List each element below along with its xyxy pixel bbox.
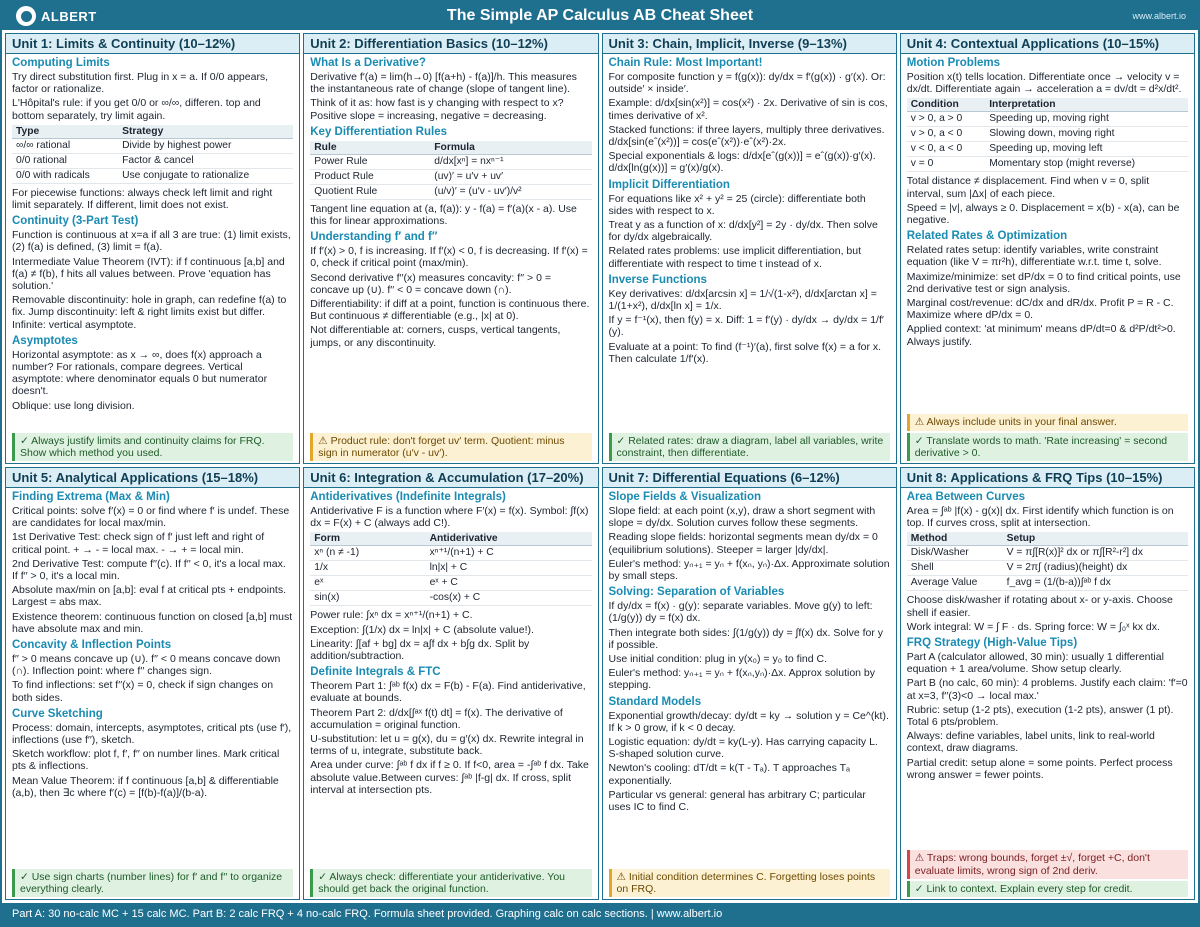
albert-logo-icon xyxy=(16,6,36,26)
paragraph: Use initial condition: plug in y(x₀) = y₀ to find C. xyxy=(608,653,828,666)
volume-table xyxy=(907,532,1188,591)
table-cell: ∞/∞ rational xyxy=(12,138,118,153)
paragraph: f′′ > 0 means concave up (∪). f′′ < 0 means concave down (∩). Inflection point: where f′′ changes sign. xyxy=(12,653,281,678)
paragraph: Try direct substitution first. Plug in x = a. If 0/0 appears, factor or rationalize. xyxy=(12,71,269,96)
table-cell: xⁿ⁺¹/(n+1) + C xyxy=(426,546,592,561)
paragraph: Existence theorem: continuous function on closed [a,b] must have absolute max and min. xyxy=(12,610,293,635)
unit-4-panel xyxy=(900,33,1195,464)
table-header: Interpretation xyxy=(985,98,1188,112)
paragraph: Horizontal asymptote: as x → ∞, does f(x) approach a number? For rationals, compare degrees. Vertical asymptote: where denominator equals 0 but numerator doesn't. xyxy=(12,348,268,398)
table-cell: Use conjugate to rationalize xyxy=(118,168,293,183)
paragraph: If y = f⁻¹(x), then f(y) = x. Diff: 1 = f′(y) · dy/dx → dy/dx = 1/f′(y). xyxy=(608,314,884,339)
paragraph: Reading slope fields: horizontal segments mean dy/dx = 0 (equilibrium solutions). Steeper = larger |dy/dx|. xyxy=(608,531,878,556)
table-cell: 0/0 with radicals xyxy=(12,168,118,183)
section-heading: Key Differentiation Rules xyxy=(310,125,447,138)
paragraph: Second derivative f′′(x) measures concavity: f′′ > 0 = concave up (∪). f′′ < 0 = concave down (∩). xyxy=(310,271,551,296)
table-cell: Product Rule xyxy=(310,169,430,184)
table-row xyxy=(907,576,1188,591)
table-header: Condition xyxy=(907,98,985,112)
section-heading: Solving: Separation of Variables xyxy=(608,586,785,599)
paragraph: For equations like x² + y² = 25 (circle): differentiate both sides with respect to x. xyxy=(608,192,866,217)
rules-table xyxy=(310,141,591,200)
paragraph: Choose disk/washer if rotating about x- or y-axis. Choose shell if easier. xyxy=(906,594,1173,619)
warning-box: ⚠ Product rule: don't forget uv′ term. Quotient: minus sign in numerator (u′v - uv′). xyxy=(310,433,591,461)
section-heading: Area Between Curves xyxy=(906,491,1025,503)
paragraph: Part A (calculator allowed, 30 min): usually 1 differential equation + 1 area/volume. Show setup clearly. xyxy=(906,651,1164,676)
paragraph: If f′(x) > 0, f is increasing. If f′(x) < 0, f is decreasing. If f′(x) = 0, check if critical point (max/min). xyxy=(310,245,588,270)
table-row xyxy=(12,138,293,153)
paragraph: Oblique: use long division. xyxy=(12,399,135,412)
paragraph: Particular vs general: general has arbitrary C; particular uses IC to find C. xyxy=(608,788,866,814)
table-cell: (uv)′ = u′v + uv′ xyxy=(430,169,591,184)
table-cell: Speeding up, moving right xyxy=(985,112,1188,127)
table-row xyxy=(310,546,591,561)
paragraph: Exception: ∫(1/x) dx = ln|x| + C (absolute value!). xyxy=(310,623,534,636)
section-heading: What Is a Derivative? xyxy=(310,57,426,69)
table-cell: Average Value xyxy=(907,576,1003,591)
table-row xyxy=(310,591,591,606)
table-cell: -cos(x) + C xyxy=(426,591,592,606)
table-cell: Divide by highest power xyxy=(118,138,293,153)
table-row xyxy=(12,153,293,168)
tip-box: ✓ Always check: differentiate your antiderivative. You should get back the original function. xyxy=(310,869,591,897)
paragraph: Work integral: W = ∫ F · ds. Spring force: W = ∫₀ˣ kx dx. xyxy=(906,620,1160,633)
logo-text: ALBERT xyxy=(41,8,97,24)
table-cell: ln|x| + C xyxy=(426,561,592,576)
paragraph: Part B (no calc, 60 min): 4 problems. Justify each claim: 'f′=0 at x=3, f′′(3)<0 → local max.' xyxy=(906,677,1188,702)
warning-box: ⚠ Initial condition determines C. Forgetting loses points on FRQ. xyxy=(609,869,890,897)
paragraph: Euler's method: yₙ₊₁ = yₙ + f(xₙ,yₙ)·Δx. Approx solution by stepping. xyxy=(608,667,876,692)
unit-7-panel xyxy=(602,467,897,900)
table-row xyxy=(310,561,591,576)
paragraph: 2nd Derivative Test: compute f′′(c). If f′′ < 0, it's a local max. If f′′ > 0, it's a local min. xyxy=(12,557,286,583)
unit-8-panel xyxy=(900,467,1195,900)
paragraph: Area = ∫ᵃᵇ |f(x) - g(x)| dx. First identify which function is on top. If curves cross, split at intersection. xyxy=(906,505,1174,530)
paragraph: Power rule: ∫xⁿ dx = xⁿ⁺¹/(n+1) + C. xyxy=(310,609,473,622)
table-row xyxy=(12,168,293,183)
table-cell: Momentary stop (might reverse) xyxy=(985,157,1188,172)
unit-title: Unit 4: Contextual Applications (10–15%) xyxy=(901,34,1194,54)
table-cell: Power Rule xyxy=(310,154,430,169)
section-heading: Continuity (3-Part Test) xyxy=(12,215,139,228)
table-row xyxy=(907,112,1188,127)
section-heading: FRQ Strategy (High-Value Tips) xyxy=(906,637,1078,650)
paragraph: For composite function y = f(g(x)): dy/dx = f′(g(x)) · g′(x). Or: outside′ × inside′. xyxy=(608,71,886,96)
paragraph: Theorem Part 2: d/dx[∫ᵃˣ f(t) dt] = f(x). The derivative of accumulation = original function. xyxy=(310,706,563,731)
alert-box: ⚠ Traps: wrong bounds, forget ±√, forget +C, don't evaluate limits, wrong sign of 2nd deriv. xyxy=(907,850,1188,878)
paragraph: Partial credit: setup alone = some points. Perfect process wrong answer = fewer points. xyxy=(906,756,1173,781)
paragraph: If dy/dx = f(x) · g(y): separate variables. Move g(y) to left: (1/g(y)) dy = f(x) dx. xyxy=(608,600,873,625)
paragraph: Sketch workflow: plot f, f′, f′′ on number lines. Mark critical pts & inflections. xyxy=(12,748,280,773)
section-heading: Inverse Functions xyxy=(608,273,707,286)
table-cell: sin(x) xyxy=(310,591,425,606)
table-header: Form xyxy=(310,532,425,546)
table-header: Strategy xyxy=(118,125,293,139)
paragraph: Euler's method: yₙ₊₁ = yₙ + f(xₙ, yₙ)·Δx. Approximate solution by small steps. xyxy=(608,557,890,583)
unit-title: Unit 5: Analytical Applications (15–18%) xyxy=(6,468,299,488)
section-heading: Asymptotes xyxy=(12,334,78,347)
paragraph: Function is continuous at x=a if all 3 are true: (1) limit exists, (2) f(a) is defined, (3) limit = f(a). xyxy=(12,229,291,254)
paragraph: Then integrate both sides: ∫(1/g(y)) dy = ∫f(x) dx. Solve for y if possible. xyxy=(608,626,883,651)
paragraph: Exponential growth/decay: dy/dt = ky → solution y = Ce^(kt). If k > 0 grow, if k < 0 decay. xyxy=(608,709,889,734)
paragraph: Removable discontinuity: hole in graph, can redefine f(a) to fix. Jump discontinuity: left & right limits exist but differ. Infinite: vertical asymptote. xyxy=(12,294,287,331)
paragraph: 1st Derivative Test: check sign of f′ just left and right of critical point. + → - = local max. - → + = local min. xyxy=(12,531,265,556)
section-heading: Chain Rule: Most Important! xyxy=(608,57,763,69)
table-row xyxy=(907,127,1188,142)
table-cell: v < 0, a < 0 xyxy=(907,142,985,157)
paragraph: Differentiability: if diff at a point, function is continuous there. But continuous ≠ differentiable (e.g., |x| at 0). xyxy=(310,298,590,323)
table-cell: (u/v)′ = (u′v - uv′)/v² xyxy=(430,184,591,199)
table-row xyxy=(310,169,591,184)
paragraph: Area under curve: ∫ᵃᵇ f dx if f ≥ 0. If f<0, area = -∫ᵃᵇ f dx. Take absolute value.Between curves: ∫ᵃᵇ |f-g| dx. If cross, split interval at intersection pts. xyxy=(310,759,589,796)
table-header: Setup xyxy=(1003,532,1188,546)
logo xyxy=(16,6,97,26)
paragraph: Logistic equation: dy/dt = ky(L-y). Has carrying capacity L. S-shaped solution curve. xyxy=(608,736,878,761)
warning-box: ⚠ Always include units in your final answer. xyxy=(907,414,1188,430)
table-cell: v = 0 xyxy=(907,157,985,172)
unit-title: Unit 3: Chain, Implicit, Inverse (9–13%) xyxy=(603,34,896,54)
tip-box: ✓ Always justify limits and continuity claims for FRQ. Show which method you used. xyxy=(12,433,293,461)
unit-3-panel xyxy=(602,33,897,464)
antiderivative-table xyxy=(310,532,591,606)
paragraph: Related rates problems: use implicit differentiation, but differentiate with respect to time t instead of x. xyxy=(608,245,862,270)
unit-title: Unit 1: Limits & Continuity (10–12%) xyxy=(6,34,299,54)
paragraph: Tangent line equation at (a, f(a)): y - f(a) = f′(a)(x - a). Use this for linear approximations. xyxy=(310,202,577,228)
paragraph: Special exponentials & logs: d/dx[eˆ(g(x))] = eˆ(g(x))·g′(x). d/dx[ln(g(x))] = g′(x)/g(x). xyxy=(608,150,876,175)
section-heading: Implicit Differentiation xyxy=(608,178,730,191)
paragraph: Rubric: setup (1-2 pts), execution (1-2 pts), answer (1 pt). Total 6 pts/problem. xyxy=(906,703,1174,729)
paragraph: Think of it as: how fast is y changing with respect to x? Positive slope = increasing, negative = decreasing. xyxy=(310,97,564,122)
paragraph: Related rates setup: identify variables, write constraint equation (like V = πr²h), differentiate w.r.t. time t, solve. xyxy=(906,244,1162,269)
table-cell: Speeding up, moving left xyxy=(985,142,1188,157)
unit-title: Unit 6: Integration & Accumulation (17–20%) xyxy=(304,468,597,488)
table-row xyxy=(310,576,591,591)
unit-2-panel xyxy=(303,33,598,464)
section-heading: Understanding f′ and f′′ xyxy=(310,231,438,244)
table-cell: v > 0, a > 0 xyxy=(907,112,985,127)
section-heading: Antiderivatives (Indefinite Integrals) xyxy=(310,491,506,503)
paragraph: Key derivatives: d/dx[arcsin x] = 1/√(1-x²), d/dx[arctan x] = 1/(1+x²), d/dx[ln x] = 1/x. xyxy=(608,287,877,313)
paragraph: Derivative f′(a) = lim(h→0) [f(a+h) - f(a)]/h. This measures the instantaneous rate of change (slope of tangent line). xyxy=(310,71,577,96)
header-bar xyxy=(2,2,1198,30)
paragraph: Mean Value Theorem: if f continuous [a,b] & differentiable (a,b), then ∃c where f′(c) = [f(b)-f(a)]/(b-a). xyxy=(12,774,279,799)
paragraph: Treat y as a function of x: d/dx[y²] = 2y · dy/dx. Then solve for dy/dx algebraically. xyxy=(608,219,878,244)
section-heading: Definite Integrals & FTC xyxy=(310,666,441,679)
table-cell: Disk/Washer xyxy=(907,546,1003,561)
paragraph: Maximize/minimize: set dP/dx = 0 to find critical points, use 2nd derivative test or sign analysis. xyxy=(906,270,1181,295)
paragraph: Example: d/dx[sin(x²)] = cos(x²) · 2x. Derivative of sin is cos, times derivative of x². xyxy=(608,97,888,122)
paragraph: Antiderivative F is a function where F′(x) = f(x). Symbol: ∫f(x) dx = F(x) + C (always add C!). xyxy=(310,505,589,530)
table-row xyxy=(907,561,1188,576)
tip-box: ✓ Use sign charts (number lines) for f′ and f′′ to organize everything clearly. xyxy=(12,869,293,897)
paragraph: Theorem Part 1: ∫ᵃᵇ f(x) dx = F(b) - F(a). Find antiderivative, evaluate at bounds. xyxy=(310,680,586,705)
table-row xyxy=(907,546,1188,561)
table-cell: Quotient Rule xyxy=(310,184,430,199)
unit-5-panel xyxy=(5,467,300,900)
table-cell: eˣ xyxy=(310,576,425,591)
section-heading: Curve Sketching xyxy=(12,707,103,720)
page-title: The Simple AP Calculus AB Cheat Sheet xyxy=(446,7,754,24)
unit-1-panel xyxy=(5,33,300,464)
table-cell: f_avg = (1/(b-a))∫ᵃᵇ f dx xyxy=(1003,576,1188,591)
paragraph: Marginal cost/revenue: dC/dx and dR/dx. Profit P = R - C. Maximize where dP/dx = 0. xyxy=(906,297,1174,322)
table-cell: V = 2π∫ (radius)(height) dx xyxy=(1003,561,1188,576)
unit-6-panel xyxy=(303,467,598,900)
unit-title: Unit 2: Differentiation Basics (10–12%) xyxy=(304,34,597,54)
paragraph: L'Hôpital's rule: if you get 0/0 or ∞/∞, differen. top and bottom separately, try limit again. xyxy=(12,97,261,122)
table-header: Method xyxy=(907,532,1003,546)
paragraph: Slope field: at each point (x,y), draw a short segment with slope = dy/dx. Solution curves follow these segments. xyxy=(608,505,876,530)
tip-box: ✓ Related rates: draw a diagram, label all variables, write constraint, then differentiate. xyxy=(609,433,890,461)
unit-title: Unit 8: Applications & FRQ Tips (10–15%) xyxy=(901,468,1194,488)
table-header: Formula xyxy=(430,141,591,155)
section-heading: Slope Fields & Visualization xyxy=(608,491,762,503)
paragraph: Total distance ≠ displacement. Find when v = 0, split interval, sum |Δx| of each piece. xyxy=(906,175,1150,200)
paragraph: Not differentiable at: corners, cusps, vertical tangents, jumps, or any discontinuity. xyxy=(310,324,561,349)
table-cell: Factor & cancel xyxy=(118,153,293,168)
footer-bar: Part A: 30 no-calc MC + 15 calc MC. Part B: 2 calc FRQ + 4 no-calc FRQ. Formula sheet provided. Graphing calc on calc sections. | www.albert.io xyxy=(2,903,1198,925)
paragraph: Newton's cooling: dT/dt = k(T - Tₐ). T approaches Tₐ exponentially. xyxy=(608,762,850,787)
section-heading: Concavity & Inflection Points xyxy=(12,639,172,652)
table-row xyxy=(310,184,591,199)
tip-box: ✓ Link to context. Explain every step for credit. xyxy=(907,881,1188,897)
paragraph: Applied context: 'at minimum' means dP/dt=0 & d²P/dt²>0. Always justify. xyxy=(906,323,1176,348)
table-header: Rule xyxy=(310,141,430,155)
unit-title: Unit 7: Differential Equations (6–12%) xyxy=(603,468,896,488)
table-cell: Slowing down, moving right xyxy=(985,127,1188,142)
paragraph: Process: domain, intercepts, asymptotes, critical pts (use f′), inflections (use f′′), sketch. xyxy=(12,721,292,747)
paragraph: Critical points: solve f′(x) = 0 or find where f′ is undef. These are candidates for local max/min. xyxy=(12,505,290,530)
paragraph: Always: define variables, label units, link to real-world context, draw diagrams. xyxy=(906,730,1155,755)
section-heading: Related Rates & Optimization xyxy=(906,230,1068,243)
table-row xyxy=(907,157,1188,172)
paragraph: Evaluate at a point: To find (f⁻¹)′(a), first solve f(x) = a for x. Then calculate 1/f′(x). xyxy=(608,340,882,365)
table-cell: v > 0, a < 0 xyxy=(907,127,985,142)
strategy-table xyxy=(12,125,293,184)
motion-table xyxy=(907,98,1188,172)
site-url: www.albert.io xyxy=(1132,11,1186,21)
table-cell: 0/0 rational xyxy=(12,153,118,168)
table-header: Type xyxy=(12,125,118,139)
paragraph: To find inflections: set f′′(x) = 0, check if sign changes on both sides. xyxy=(12,679,274,704)
table-cell: eˣ + C xyxy=(426,576,592,591)
section-heading: Motion Problems xyxy=(906,57,1001,69)
paragraph: U-substitution: let u = g(x), du = g′(x) dx. Rewrite integral in terms of u, integrate, substitute back. xyxy=(310,733,584,758)
table-cell: d/dx[xⁿ] = nxⁿ⁻¹ xyxy=(430,154,591,169)
table-row xyxy=(310,154,591,169)
paragraph: Linearity: ∫[af + bg] dx = a∫f dx + b∫g dx. Split by addition/subtraction. xyxy=(310,637,530,663)
table-cell: xⁿ (n ≠ -1) xyxy=(310,546,425,561)
paragraph: For piecewise functions: always check left limit and right limit separately. If different, limit does not exist. xyxy=(12,186,273,212)
table-cell: V = π∫[R(x)]² dx or π∫[R²-r²] dx xyxy=(1003,546,1188,561)
paragraph: Position x(t) tells location. Differentiate once → velocity v = dx/dt. Differentiate again → acceleration a = dv/dt = d²x/dt². xyxy=(906,71,1182,96)
section-heading: Standard Models xyxy=(608,695,702,708)
paragraph: Intermediate Value Theorem (IVT): if f continuous [a,b] and f(a) ≠ f(b), f hits all values between. Prove 'equation has solution.' xyxy=(12,255,285,293)
table-row xyxy=(907,142,1188,157)
units-grid xyxy=(2,30,1198,904)
table-cell: 1/x xyxy=(310,561,425,576)
section-heading: Computing Limits xyxy=(12,57,110,69)
paragraph: Speed = |v|, always ≥ 0. Displacement = x(b) - x(a), can be negative. xyxy=(906,201,1180,227)
tip-box: ✓ Translate words to math. 'Rate increasing' = second derivative > 0. xyxy=(907,433,1188,461)
paragraph: Stacked functions: if three layers, multiply three derivatives. d/dx[sin(eˆ(x²))] = cos(eˆ(x²))·eˆ(x²)·2x. xyxy=(608,123,885,149)
table-cell: Shell xyxy=(907,561,1003,576)
table-header: Antiderivative xyxy=(426,532,592,546)
section-heading: Finding Extrema (Max & Min) xyxy=(12,491,170,503)
paragraph: Absolute max/min on [a,b]: eval f at critical pts + endpoints. Largest = abs max. xyxy=(12,584,287,609)
